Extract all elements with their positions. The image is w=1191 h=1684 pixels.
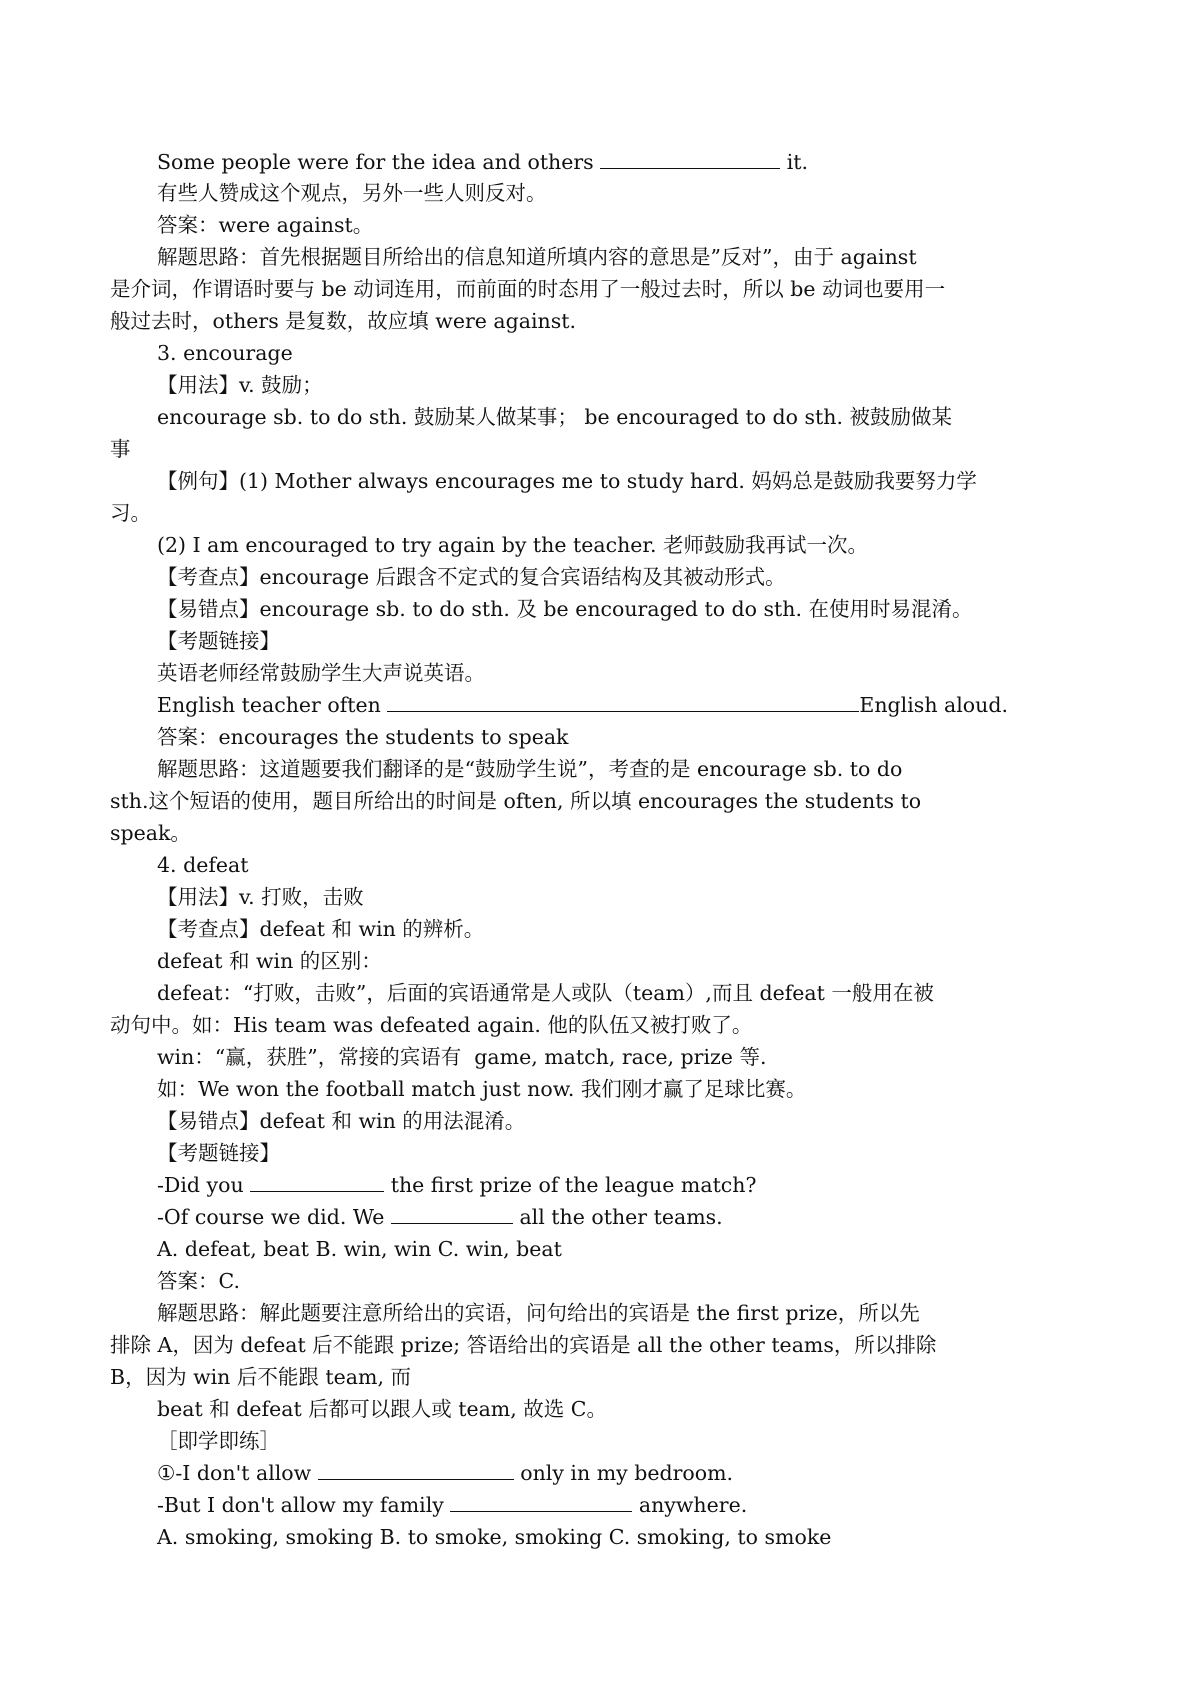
options-line: A. defeat, beat B. win, win C. win, beat (157, 1237, 562, 1261)
explanation-line: 般过去时，others 是复数，故应填 were against. (110, 309, 576, 333)
exam-point-line: 【考查点】encourage 后跟含不定式的复合宾语结构及其被动形式。 (157, 565, 786, 589)
fill-blank-question: -Did you the first prize of the league match? (157, 1173, 757, 1197)
difference-line: defeat 和 win 的区别： (157, 949, 382, 973)
usage-line: 【用法】v. 打败，击败 (157, 885, 364, 909)
answer-line: 答案：were against。 (157, 213, 374, 237)
answer-blank (318, 1459, 514, 1480)
exam-point-line: 【考查点】defeat 和 win 的辨析。 (157, 917, 485, 941)
explanation-line: 排除 A，因为 defeat 后不能跟 prize; 答语给出的宾语是 all the other teams，所以排除 (110, 1333, 937, 1357)
answer-blank (450, 1491, 632, 1512)
explanation-line: 是介词，作谓语时要与 be 动词连用，而前面的时态用了一般过去时，所以 be 动词也要用一 (110, 277, 946, 301)
explanation-line: 解题思路：解此题要注意所给出的宾语，问句给出的宾语是 the first prize，所以先 (157, 1301, 920, 1325)
translation-line: 有些人赞成这个观点，另外一些人则反对。 (157, 181, 547, 205)
explanation-line: sth.这个短语的使用，题目所给出的时间是 often, 所以填 encourages the students to (110, 789, 922, 813)
example-line: 如：We won the football match just now. 我们刚才赢了足球比赛。 (157, 1077, 807, 1101)
answer-blank (250, 1171, 384, 1192)
exam-link-label: 【考题链接】 (157, 629, 280, 653)
fill-blank-question: -But I don't allow my family anywhere. (157, 1493, 748, 1517)
answer-line: 答案：encourages the students to speak (157, 725, 569, 749)
explanation-line: B，因为 win 后不能跟 team, 而 (110, 1365, 411, 1389)
fill-blank-question: -Of course we did. We all the other teams. (157, 1205, 723, 1229)
answer-line: 答案：C. (157, 1269, 240, 1293)
answer-blank (391, 1203, 513, 1224)
pattern-line: 事 (110, 437, 131, 461)
fill-blank-question: ①-I don't allow only in my bedroom. (157, 1461, 734, 1485)
pattern-line: encourage sb. to do sth. 鼓励某人做某事； be encouraged to do sth. 被鼓励做某 (157, 405, 953, 429)
explanation-line: 解题思路：首先根据题目所给出的信息知道所填内容的意思是”反对”，由于 against (157, 245, 917, 269)
answer-blank (387, 691, 859, 712)
example-line: 【例句】(1) Mother always encourages me to study hard. 妈妈总是鼓励我要努力学 (157, 469, 977, 493)
definition-line: 动句中。如：His team was defeated again. 他的队伍又被打败了。 (110, 1013, 753, 1037)
error-point-line: 【易错点】encourage sb. to do sth. 及 be encouraged to do sth. 在使用时易混淆。 (157, 597, 973, 621)
error-point-line: 【易错点】defeat 和 win 的用法混淆。 (157, 1109, 526, 1133)
usage-line: 【用法】v. 鼓励； (157, 373, 323, 397)
definition-line: defeat：“打败，击败”，后面的宾语通常是人或队（team）,而且 defeat 一般用在被 (157, 981, 934, 1005)
explanation-line: beat 和 defeat 后都可以跟人或 team, 故选 C。 (157, 1397, 607, 1421)
example-line: 习。 (110, 501, 151, 525)
exam-link-label: 【考题链接】 (157, 1141, 280, 1165)
explanation-line: speak。 (110, 821, 191, 845)
fill-blank-question: Some people were for the idea and others it. (157, 150, 809, 174)
answer-blank (600, 148, 780, 169)
section-heading: 4. defeat (157, 853, 249, 877)
example-line: (2) I am encouraged to try again by the teacher. 老师鼓励我再试一次。 (157, 533, 868, 557)
section-heading: 3. encourage (157, 341, 293, 365)
options-line: A. smoking, smoking B. to smoke, smoking C. smoking, to smoke (157, 1525, 832, 1549)
question-chinese: 英语老师经常鼓励学生大声说英语。 (157, 661, 485, 685)
practice-heading: ［即学即练］ (157, 1429, 280, 1453)
definition-line: win：“赢，获胜”，常接的宾语有 game, match, race, prize 等. (157, 1045, 767, 1069)
explanation-line: 解题思路：这道题要我们翻译的是“鼓励学生说”，考查的是 encourage sb. to do (157, 757, 903, 781)
fill-blank-question: English teacher often English aloud. (157, 693, 1008, 717)
